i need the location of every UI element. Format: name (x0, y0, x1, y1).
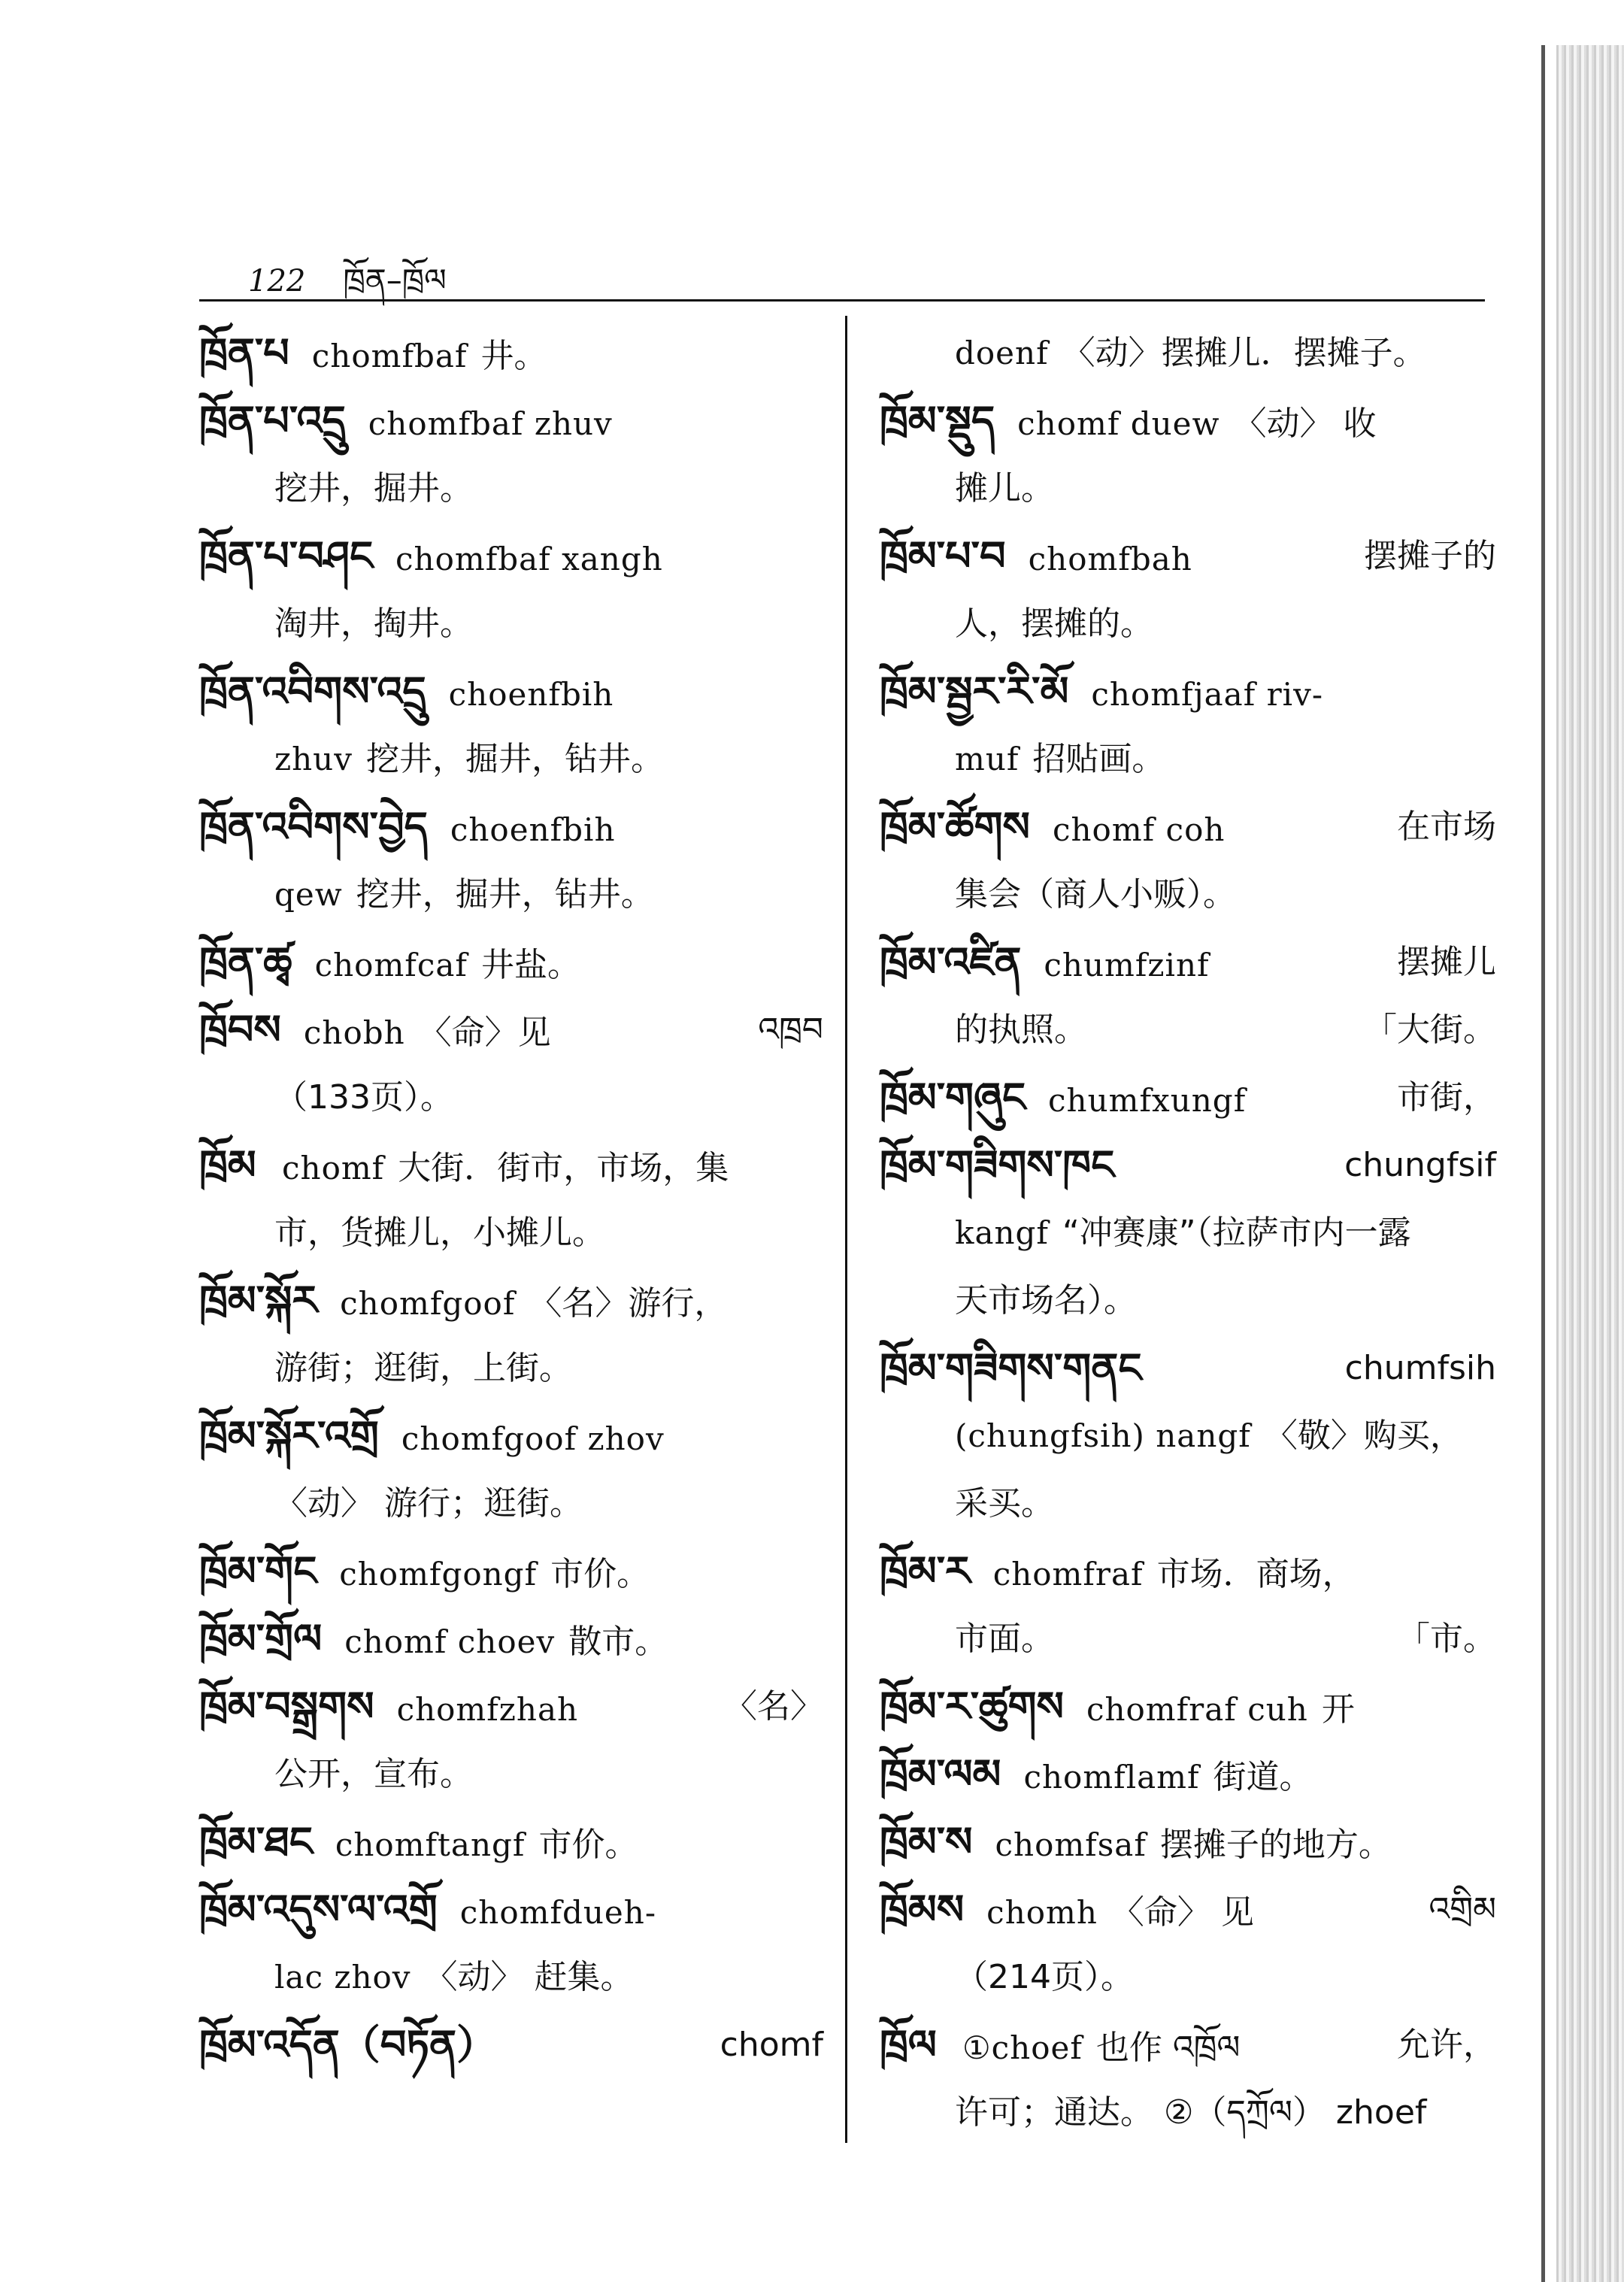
dictionary-line (880, 1673, 1496, 1741)
dictionary-line (199, 1673, 823, 1741)
dictionary-line (199, 387, 823, 455)
dictionary-line (199, 1470, 823, 1538)
dictionary-line (199, 1605, 823, 1673)
page-number: 122 (248, 264, 306, 299)
romanization: chomfsaf (995, 1826, 1147, 1863)
dictionary-line (880, 929, 1496, 996)
headword-tibetan: ཁྲོམ་ཐང (199, 1818, 313, 1865)
dictionary-line (880, 1605, 1496, 1673)
romanization: zhuv (274, 741, 353, 777)
dictionary-line (199, 658, 823, 726)
definition: 〈敬〉购买， (1264, 1417, 1463, 1455)
headword-tibetan: ཁྲོམ་གྲོལ (199, 1615, 323, 1662)
romanization: (chungfsih) nangf (955, 1417, 1251, 1454)
dictionary-line (199, 726, 823, 793)
definition: 市，货摊儿，小摊儿。 (274, 1214, 605, 1252)
right-column (880, 320, 1496, 2147)
page-header (248, 244, 447, 299)
headword-tibetan: ཁྲོམ་པ་བ (880, 532, 1006, 580)
definition: 挖井，掘井，钻井。 (356, 875, 654, 914)
definition: 〈动〉 赶集。 (424, 1958, 634, 1996)
dictionary-line (199, 929, 823, 996)
definition: 开 (1321, 1690, 1355, 1729)
headword-tibetan: ཁྲོམ་འདུས་ལ་འགྲོ (199, 1886, 438, 1933)
headword-tibetan: ཁྲོམ་གཟིགས་གནང (880, 1344, 1142, 1392)
dictionary-line (199, 1741, 823, 1808)
dictionary-line (199, 861, 823, 929)
definition: 〈名〉游行， (529, 1284, 728, 1323)
dictionary-line (880, 523, 1496, 590)
headword-tibetan: ཁྲོམ་སྦྱར་རི་མོ (880, 668, 1069, 715)
romanization: kangf (955, 1214, 1049, 1251)
headword-tibetan: ཁྲོབས (199, 1006, 281, 1053)
romanization: chomfraf cuh (1086, 1691, 1308, 1728)
romanization: muf (955, 741, 1020, 777)
headword-tibetan: ཁྲོམ་སྐོར (199, 1277, 318, 1324)
definition: 公开，宣布。 (274, 1755, 473, 1793)
header-rule (199, 299, 1485, 302)
definition: 招贴画。 (1032, 740, 1165, 778)
headword-tibetan: ཁྲོན་ཚྭ (199, 938, 292, 986)
definition: 〈动〉 游行；逛街。 (274, 1484, 583, 1523)
romanization: chomfgoof (340, 1285, 516, 1322)
romanization: chomfcaf (314, 947, 468, 983)
definition: “冲赛康”（拉萨市内一露 (1062, 1214, 1411, 1252)
definition: 游街；逛街，上街。 (274, 1349, 572, 1387)
right-aligned-text: chungfsif (1344, 1146, 1496, 1184)
definition: 采买。 (955, 1484, 1054, 1523)
definition: 〈动〉 收 (1233, 405, 1377, 443)
definition: 的执照。 (955, 1011, 1087, 1049)
definition: 淘井，掏井。 (274, 605, 473, 643)
definition: 市价。 (550, 1555, 650, 1593)
dictionary-line (199, 1132, 823, 1199)
dictionary-line (880, 658, 1496, 726)
right-aligned-text: 〈名〉 (724, 1687, 823, 1726)
right-aligned-text: 「大街。 (1364, 1011, 1496, 1049)
definition: 集会（商人小贩）。 (955, 875, 1236, 914)
romanization: chomfgongf (339, 1556, 538, 1593)
romanization: chomfbaf (311, 338, 468, 374)
dictionary-line (199, 1808, 823, 1876)
dictionary-line (199, 996, 823, 1064)
right-aligned-text: 摆摊子的 (1364, 537, 1496, 575)
headword-tibetan: ཁྲོམ་ས (880, 1818, 973, 1865)
headword-tibetan: ཁྲོམ (199, 1141, 256, 1189)
headword-tibetan: ཁྲོལ (880, 2021, 937, 2068)
headword-tibetan: ཁྲོན་པ་བཤང (199, 532, 374, 580)
headword-tibetan: ཁྲོན་པ་འདྲུ (199, 397, 346, 444)
dictionary-line (199, 1335, 823, 1402)
headword-tibetan: ཁྲོན་འབིགས་འདྲུ (199, 668, 426, 715)
definition: 井。 (480, 337, 547, 375)
definition: 也作 འཁྲོལ (1095, 2029, 1241, 2067)
headword-tibetan: ཁྲོམ་གོང (199, 1547, 317, 1595)
definition: 〈命〉见 (418, 1014, 551, 1052)
dictionary-line (199, 1538, 823, 1605)
romanization: chomftangf (335, 1826, 526, 1863)
dictionary-line (880, 387, 1496, 455)
headword-tibetan: ཁྲོམས (880, 1886, 965, 1933)
dictionary-line (199, 793, 823, 861)
romanization: chomfgoof zhov (401, 1420, 665, 1457)
definition: 〈动〉摆摊儿．摆摊子。 (1062, 334, 1426, 372)
right-aligned-text: 「市。 (1397, 1620, 1496, 1658)
right-aligned-text: chumfsih (1344, 1349, 1496, 1387)
dictionary-line (880, 1132, 1496, 1199)
romanization: chomf choev (344, 1623, 556, 1660)
definition: 散市。 (568, 1623, 668, 1661)
romanization: ①choef (962, 2029, 1083, 2066)
dictionary-line (880, 320, 1496, 387)
romanization: chomfzhah (396, 1691, 579, 1728)
headword-tibetan: ཁྲོམ་གཞུང (880, 1074, 1026, 1121)
dictionary-line (199, 2011, 823, 2079)
right-aligned-text: འཁྲབ (758, 1011, 823, 1049)
definition: 〈命〉 见 (1110, 1893, 1254, 1932)
dictionary-line (880, 1470, 1496, 1538)
right-aligned-text: འགྲིམ (1429, 1890, 1496, 1929)
definition: 市场．商场， (1156, 1555, 1356, 1593)
page-edge-line (1541, 45, 1545, 2282)
dictionary-line (199, 523, 823, 590)
romanization: lac zhov (274, 1959, 411, 1996)
romanization: chumfxungf (1048, 1082, 1247, 1119)
headword-tibetan: ཁྲོམ་གཟིགས་ཁང (880, 1141, 1115, 1189)
headword-tibetan: ཁྲོམ་འདོན（བཏོན） (199, 2021, 498, 2068)
romanization: chomfbaf zhuv (368, 405, 613, 442)
romanization: doenf (955, 335, 1049, 371)
romanization: chomf coh (1052, 811, 1226, 848)
romanization: chumfzinf (1044, 947, 1210, 983)
romanization: chomflamf (1023, 1759, 1200, 1796)
dictionary-line (880, 1267, 1496, 1335)
dictionary-line (880, 2079, 1496, 2147)
romanization: chomfraf (992, 1556, 1144, 1593)
right-aligned-text: 摆摊儿 (1397, 943, 1496, 981)
headword-tibetan: ཁྲོམ་ར་ཚུགས (880, 1683, 1064, 1730)
dictionary-line (880, 455, 1496, 523)
headword-tibetan: ཁྲོམ་འཛིན (880, 938, 1022, 986)
dictionary-line (880, 1944, 1496, 2011)
headword-tibetan: ཁྲོན་པ (199, 329, 289, 377)
definition: 许可；通达。 ②（དཀྲོལ） zhoef (955, 2093, 1427, 2132)
dictionary-line (880, 861, 1496, 929)
romanization: chomfdueh- (459, 1894, 657, 1931)
dictionary-line (880, 1741, 1496, 1808)
headword-tibetan: ཁྲོམ་ལམ (880, 1750, 1001, 1798)
dictionary-line (199, 1402, 823, 1470)
romanization: choenfbih (448, 676, 614, 713)
dictionary-line (880, 793, 1496, 861)
definition: 街道。 (1213, 1758, 1313, 1796)
romanization: chomh (986, 1894, 1098, 1931)
dictionary-line (880, 1335, 1496, 1402)
dictionary-line (199, 1064, 823, 1132)
romanization: chomf (282, 1150, 385, 1186)
dictionary-line (880, 996, 1496, 1064)
column-divider (845, 316, 847, 2143)
romanization: chomfjaaf riv- (1091, 676, 1324, 713)
headword-tibetan: ཁྲོམ་ཚོགས (880, 803, 1030, 850)
romanization: chomf duew (1017, 405, 1220, 442)
dictionary-line (199, 590, 823, 658)
dictionary-line (880, 590, 1496, 658)
dictionary-line (199, 1876, 823, 1944)
definition: 摊儿。 (955, 469, 1054, 508)
right-aligned-text: 市街， (1397, 1078, 1496, 1117)
dictionary-line (880, 1402, 1496, 1470)
definition: 挖井，掘井。 (274, 469, 473, 508)
romanization: chomfbaf xangh (395, 541, 663, 577)
definition: 市面。 (955, 1620, 1054, 1658)
romanization: chobh (303, 1014, 405, 1051)
definition: （214页）。 (955, 1958, 1134, 1996)
dictionary-line (199, 455, 823, 523)
dictionary-line (199, 320, 823, 387)
headword-tibetan: ཁྲོམ་སྡུད (880, 397, 995, 444)
dictionary-line (199, 1267, 823, 1335)
definition: 井盐。 (480, 946, 580, 984)
headword-tibetan: ཁྲོན་འབིགས་བྱེད (199, 803, 428, 850)
definition: 摆摊子的地方。 (1159, 1826, 1392, 1864)
definition: （133页）。 (274, 1078, 453, 1117)
right-aligned-text: 在市场 (1397, 808, 1496, 846)
page-edge-shadow (1556, 45, 1624, 2282)
right-aligned-text: 允许， (1397, 2026, 1496, 2064)
left-column (199, 320, 823, 2079)
right-aligned-text: chomf (720, 2026, 823, 2064)
dictionary-line (880, 726, 1496, 793)
definition: 挖井，掘井，钻井。 (365, 740, 664, 778)
headword-tibetan: ཁྲོམ་སྐོར་འགྲོ (199, 1412, 379, 1459)
dictionary-line (880, 2011, 1496, 2079)
definition: 大街．街市，市场，集 (398, 1149, 729, 1187)
romanization: chomfbah (1028, 541, 1192, 577)
dictionary-line (199, 1944, 823, 2011)
romanization: choenfbih (450, 811, 616, 848)
definition: 人，摆摊的。 (955, 605, 1153, 643)
dictionary-line (880, 1538, 1496, 1605)
dictionary-line (880, 1876, 1496, 1944)
headword-tibetan: ཁྲོམ་ར (880, 1547, 971, 1595)
running-head: ཁྲོན–ཁྲོལ (343, 262, 447, 299)
dictionary-line (880, 1808, 1496, 1876)
definition: 天市场名）。 (955, 1281, 1137, 1320)
romanization: qew (274, 876, 343, 913)
headword-tibetan: ཁྲོམ་བསྒྲགས (199, 1683, 374, 1730)
definition: 市价。 (538, 1826, 638, 1864)
dictionary-line (199, 1199, 823, 1267)
dictionary-line (880, 1199, 1496, 1267)
dictionary-line (880, 1064, 1496, 1132)
